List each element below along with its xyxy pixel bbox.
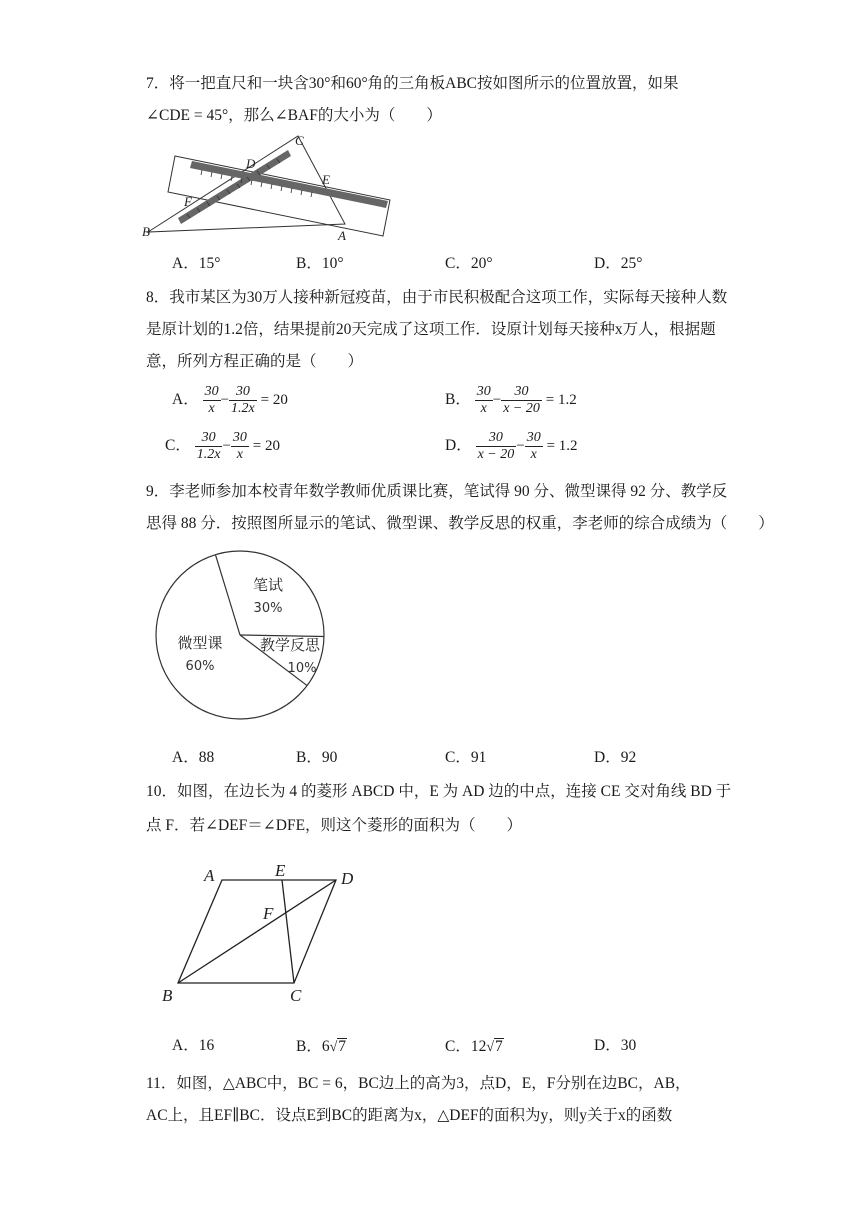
q10-option-a[interactable]	[172, 1038, 214, 1054]
q11-line2: AC上，且EF∥BC．设点E到BC的距离为x，△DEF的面积为y，则y关于x的函数	[146, 1107, 673, 1124]
label-B: B	[162, 986, 173, 1005]
numerator: 30	[203, 384, 221, 401]
q8-option-b[interactable]: B． $\frac{30}{x}$ − $\frac{30}{x - 20}$ = 1.2	[445, 384, 577, 417]
denominator: x	[480, 401, 487, 417]
q7-option-c[interactable]: C．20°	[445, 255, 493, 272]
q8-line1: 8．我市某区为30万人接种新冠疫苗，由于市民积极配合这项工作，实际每天接种人数	[146, 289, 728, 306]
denominator: x	[530, 447, 537, 463]
label-C: C	[295, 133, 304, 148]
rhs: = 20	[260, 392, 288, 409]
numerator: 30	[501, 384, 542, 401]
denominator: 1.2x	[231, 401, 255, 417]
pie-category-label: 教学反思	[259, 636, 321, 654]
q11-line1: 11．如图，△ABC中，BC = 6，BC边上的高为3，点D，E，F分别在边BC，AB，	[146, 1075, 691, 1092]
pie-chart	[150, 550, 340, 730]
label-A: A	[338, 228, 346, 240]
label-F: F	[263, 904, 274, 923]
denominator: 1.2x	[196, 447, 221, 463]
pie-category-label: 微型课	[177, 634, 223, 652]
q10-option-d[interactable]	[594, 1038, 636, 1054]
label-D: D	[341, 869, 354, 888]
q9-option-b[interactable]: B．90	[296, 749, 338, 766]
label-D: D	[246, 156, 256, 171]
label-B: B	[142, 224, 150, 239]
rhs: = 1.2	[546, 438, 578, 455]
q8-option-a[interactable]: A． $\frac{30}{x}$ − $\frac{30}{1.2x}$ = 20	[172, 384, 288, 417]
numerator: 30	[475, 384, 493, 401]
q7-line1: 7．将一把直尺和一块含30°和60°角的三角板ABC按如图所示的位置放置，如果	[146, 75, 679, 92]
option-label: C．12	[445, 1038, 487, 1055]
numerator: 30	[229, 384, 257, 401]
option-label: A．	[172, 391, 199, 409]
rhombus-figure	[150, 855, 370, 1015]
q8-line2: 是原计划的1.2倍，结果提前20天完成了这项工作．设原计划每天接种x万人，根据题	[146, 321, 716, 338]
denominator: x	[236, 447, 244, 463]
pie-percent-label: 60%	[185, 659, 215, 674]
q7-option-b[interactable]: B．10°	[296, 255, 344, 272]
denominator: x − 20	[503, 401, 540, 417]
pie-percent-label: 10%	[287, 661, 317, 676]
q9-option-c[interactable]: C．91	[445, 749, 487, 766]
label-E: E	[322, 172, 330, 187]
q10-option-c[interactable]: C．12√7	[445, 1038, 503, 1055]
option-label: D．	[445, 437, 472, 455]
ruler-triangle-figure	[140, 128, 400, 240]
label-F: F	[184, 194, 192, 209]
q10-option-b[interactable]: B．6√7	[296, 1038, 347, 1055]
option-label: A．16	[172, 1037, 215, 1054]
radicand: 7	[338, 1038, 347, 1055]
numerator: 30	[195, 430, 223, 447]
q7-line2: ∠CDE = 45°，那么∠BAF的大小为（ ）	[146, 107, 442, 124]
option-label: B．	[445, 391, 471, 409]
q7-option-d[interactable]: D．25°	[594, 255, 643, 272]
q8-option-d[interactable]: D． $\frac{30}{x - 20}$ − $\frac{30}{x}$ = 1.2	[445, 430, 578, 463]
option-label: D．30	[594, 1037, 637, 1054]
pie-percent-label: 30%	[253, 601, 283, 616]
rhs: = 20	[252, 438, 280, 455]
numerator: 30	[525, 430, 543, 447]
q8-line3: 意，所列方程正确的是（ ）	[146, 353, 364, 370]
q9-line2: 思得 88 分．按照图所显示的笔试、微型课、教学反思的权重，李老师的综合成绩为（ ）	[146, 515, 774, 532]
denominator: x − 20	[477, 447, 515, 463]
denominator: x	[208, 401, 215, 417]
radicand: 7	[495, 1038, 503, 1055]
q9-option-a[interactable]: A．88	[172, 749, 215, 766]
label-A: A	[204, 866, 215, 885]
q10-line2: 点 F．若∠DEF＝∠DFE，则这个菱形的面积为（ ）	[146, 817, 523, 834]
pie-category-label: 笔试	[252, 576, 284, 594]
rhs: = 1.2	[545, 392, 577, 409]
q7-option-a[interactable]: A．15°	[172, 255, 221, 272]
q10-line1: 10．如图，在边长为 4 的菱形 ABCD 中，E 为 AD 边的中点，连接 CE 交对角线 BD 于	[146, 783, 732, 800]
option-label: B．6	[296, 1038, 330, 1055]
numerator: 30	[476, 430, 517, 447]
option-label: C．	[165, 437, 191, 455]
q8-option-c[interactable]: C． $\frac{30}{1.2x}$ − $\frac{30}{x}$ = 20	[165, 430, 280, 463]
q9-line1: 9．李老师参加本校青年数学教师优质课比赛，笔试得 90 分、微型课得 92 分、教学反	[146, 483, 728, 500]
label-E: E	[275, 861, 286, 880]
label-C: C	[290, 986, 302, 1005]
numerator: 30	[231, 430, 249, 447]
q9-option-d[interactable]: D．92	[594, 749, 637, 766]
